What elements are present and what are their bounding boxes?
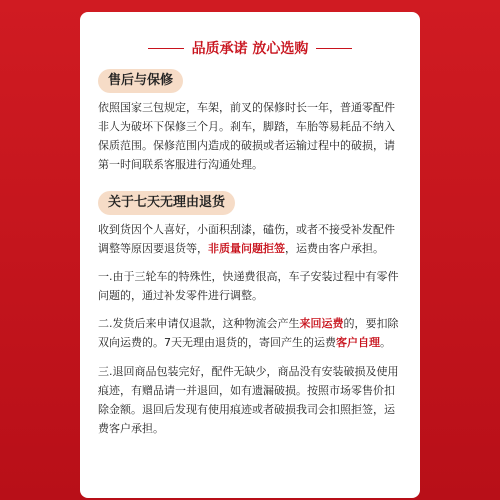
returns-p1-text-end: ，运费由客户承担。 — [285, 242, 384, 255]
returns-p1-highlight: 非质量问题拒签 — [208, 242, 285, 255]
returns-p1-text: 收到货因个人喜好，小面积刮漆，磕伤，或者不接受补发配件调整等原因要退货等， — [98, 223, 395, 255]
header-left-line — [148, 48, 184, 49]
returns-p3-highlight-customer: 客户自理 — [336, 336, 380, 349]
returns-p3-highlight-freight: 来回运费 — [299, 317, 344, 330]
after-sales-paragraph: 依照国家三包规定，车架，前叉的保修时长一年，普通零配件非人为破坏下保修三个月。刹车，脚踏，车胎等易耗品不纳入保质范围。保修范围内造成的破损或者运输过程中的破损，请第一时间联系客服进行沟通处理。 — [98, 101, 395, 171]
card-header — [80, 36, 420, 60]
returns-p3-text-middle: 的，要扣除双向运费的。7天无理由退货的，寄回产生的运费 — [98, 317, 399, 349]
returns-paragraph-3 — [98, 314, 403, 352]
returns-paragraph-4: 三.退回商品包装完好，配件无缺少，商品没有安装破损及使用痕迹，有赠品请一并退回，如有遗漏破损。按照市场零售价扣除金额。退回后发现有使用痕迹或者破损我司会扣照拒签，运费客户承担。 — [98, 365, 399, 435]
header-right-line — [316, 48, 352, 49]
content-card — [80, 12, 420, 498]
section-heading-after-sales: 售后与保修 — [98, 69, 183, 93]
section-heading-returns: 关于七天无理由退货 — [98, 191, 235, 215]
page-title: 品质承诺 放心选购 — [191, 41, 309, 57]
returns-p3-text: 二.发货后来申请仅退款，这种物流会产生 — [98, 317, 300, 330]
returns-paragraph-1 — [98, 220, 403, 258]
returns-p3-text-end: 。 — [380, 336, 391, 349]
returns-paragraph-2: 一.由于三轮车的特殊性，快递费很高，车子安装过程中有零件问题的，通过补发零件进行调整。 — [98, 270, 399, 302]
